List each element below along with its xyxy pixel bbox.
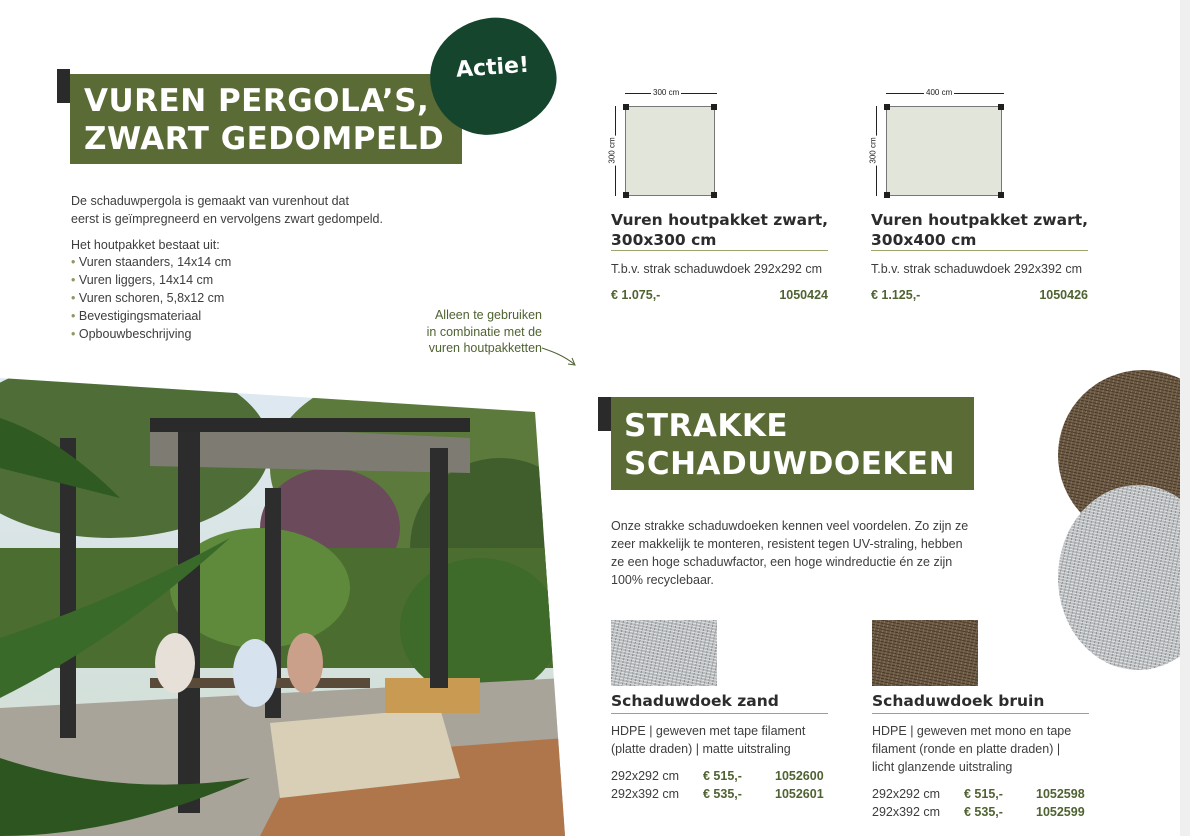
price: € 535,-: [703, 787, 742, 801]
pergola-footprint: [625, 106, 715, 196]
intro-line: 100% recyclebaar.: [611, 573, 714, 587]
divider: [611, 250, 828, 251]
depth-label: 300 cm: [868, 137, 878, 164]
price: € 535,-: [964, 805, 1003, 819]
pergola-intro: [71, 192, 411, 228]
size-row: [872, 803, 1085, 821]
note-line: in combinatie met de: [426, 324, 542, 339]
spec-line: licht glanzende uitstraling: [872, 760, 1013, 774]
spec-line: HDPE | geweven met mono en tape: [872, 724, 1072, 738]
product-title: [871, 210, 1088, 252]
size: 292x392 cm: [611, 787, 680, 801]
usage-note: [392, 307, 542, 357]
product-price: € 1.125,-: [871, 288, 921, 302]
pergola-heading-line: ZWART GEDOMPELD: [84, 121, 445, 157]
cloth-title: Schaduwdoek bruin: [872, 692, 1045, 710]
note-line: Alleen te gebruiken: [434, 308, 542, 322]
code: 1052600: [775, 769, 824, 783]
intro-line: eerst is geïmpregneerd en vervolgens zwart gedompeld.: [71, 212, 383, 226]
heading-tab: [57, 69, 70, 103]
spec-line: (platte draden) | matte uitstraling: [611, 742, 791, 756]
page-edge: [1180, 360, 1190, 836]
cloth-swatch-zand: [611, 620, 717, 686]
depth-label: 300 cm: [607, 137, 617, 164]
spec-line: filament (ronde en platte draden) |: [872, 742, 1061, 756]
product-title-line: Vuren houtpakket zwart,: [871, 211, 1089, 229]
size-row: [872, 785, 1085, 803]
price: € 515,-: [964, 787, 1003, 801]
pergola-heading: [70, 74, 462, 164]
size-row: [611, 785, 824, 803]
diagram-300x400: [870, 86, 1010, 198]
width-label: 300 cm: [653, 88, 680, 97]
cloth-spec: [872, 722, 1071, 776]
list-item: • Vuren staanders, 14x14 cm: [71, 253, 231, 271]
product-title: [611, 210, 828, 252]
shade-heading-line: STRAKKE: [624, 408, 789, 444]
actie-badge-label: Actie!: [455, 52, 530, 83]
curved-arrow-icon: [540, 344, 580, 370]
list-title: Het houtpakket bestaat uit:: [71, 238, 220, 252]
size: 292x292 cm: [611, 769, 680, 783]
shade-intro: [611, 517, 1011, 589]
shade-heading: [611, 397, 974, 490]
divider: [611, 713, 828, 714]
pergola-footprint: [886, 106, 1002, 196]
cloth-swatch-bruin: [872, 620, 978, 686]
price: € 515,-: [703, 769, 742, 783]
code: 1052598: [1036, 787, 1085, 801]
size: 292x392 cm: [872, 805, 941, 819]
fabric-sample-grey: [1058, 485, 1190, 670]
size-row: [611, 767, 824, 785]
heading-tab: [598, 397, 611, 431]
spec-line: HDPE | geweven met tape filament: [611, 724, 806, 738]
garden-photo: [0, 378, 565, 836]
divider: [872, 713, 1089, 714]
product-subtitle: T.b.v. strak schaduwdoek 292x392 cm: [871, 262, 1082, 276]
list-item: • Vuren schoren, 5,8x12 cm: [71, 289, 231, 307]
code: 1052601: [775, 787, 824, 801]
package-list: [71, 253, 231, 343]
product-price: € 1.075,-: [611, 288, 661, 302]
intro-line: De schaduwpergola is gemaakt van vurenhout dat: [71, 194, 349, 208]
list-item: • Bevestigingsmateriaal: [71, 307, 231, 325]
intro-line: ze een hoge schaduwfactor, een hoge windreductie én ze zijn: [611, 555, 953, 569]
product-subtitle: T.b.v. strak schaduwdoek 292x292 cm: [611, 262, 822, 276]
pergola-heading-line: VUREN PERGOLA’S,: [84, 83, 430, 119]
product-title-line: 300x300 cm: [611, 231, 717, 249]
note-line: vuren houtpakketten: [428, 341, 542, 355]
intro-line: zeer makkelijk te monteren, resistent tegen UV-straling, hebben: [611, 537, 963, 551]
cloth-spec: [611, 722, 805, 758]
diagram-300x300: [609, 86, 719, 198]
divider: [871, 250, 1088, 251]
product-title-line: 300x400 cm: [871, 231, 977, 249]
product-code: 1050424: [779, 288, 828, 302]
code: 1052599: [1036, 805, 1085, 819]
shade-heading-line: SCHADUWDOEKEN: [624, 446, 956, 482]
list-item: • Opbouwbeschrijving: [71, 325, 231, 343]
cloth-title: Schaduwdoek zand: [611, 692, 779, 710]
product-code: 1050426: [1039, 288, 1088, 302]
intro-line: Onze strakke schaduwdoeken kennen veel voordelen. Zo zijn ze: [611, 519, 969, 533]
size: 292x292 cm: [872, 787, 941, 801]
width-label: 400 cm: [926, 88, 953, 97]
list-item: • Vuren liggers, 14x14 cm: [71, 271, 231, 289]
product-title-line: Vuren houtpakket zwart,: [611, 211, 829, 229]
